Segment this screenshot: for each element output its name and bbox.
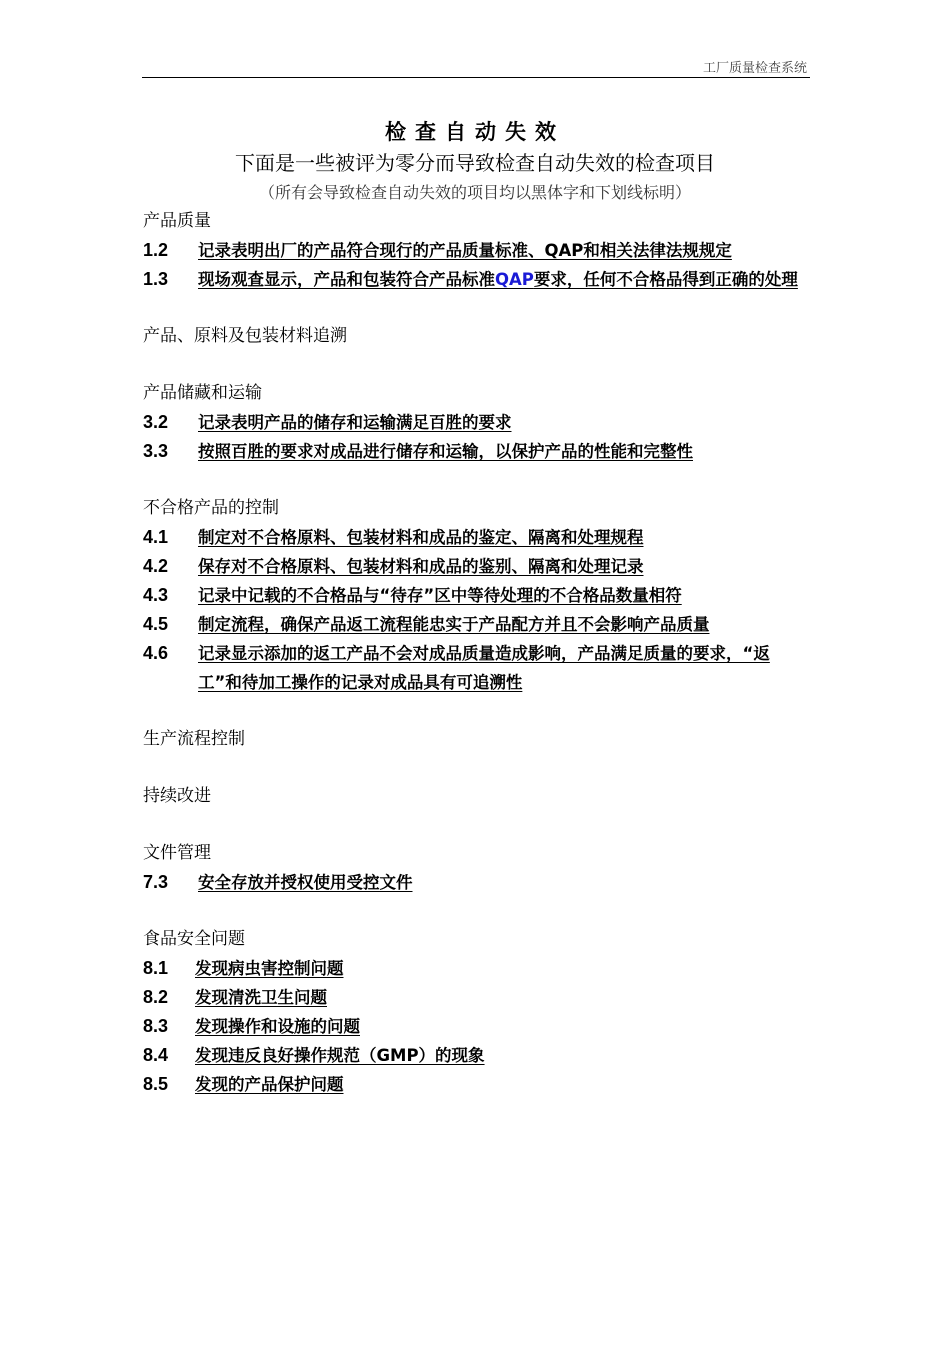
section-product-quality	[143, 207, 813, 294]
section-process-control	[143, 725, 813, 754]
item-text: 发现违反良好操作规范（GMP）的现象	[195, 1046, 485, 1065]
item-text: 记录中记载的不合格品与“待存”区中等待处理的不合格品数量相符	[198, 586, 682, 605]
section-title: 产品储藏和运输	[143, 383, 262, 403]
item-number: 8.4	[143, 1045, 169, 1065]
list-item	[143, 437, 813, 466]
list-item	[143, 954, 813, 983]
item-number: 4.5	[143, 614, 169, 634]
page-title: 检查自动失效	[385, 120, 565, 144]
item-number: 7.3	[143, 872, 169, 892]
list-item	[143, 639, 813, 697]
item-text: 发现清洗卫生问题	[195, 988, 327, 1007]
list-item	[143, 1012, 813, 1041]
section-continuous-improvement	[143, 782, 813, 811]
item-text: 发现的产品保护问题	[195, 1075, 344, 1094]
list-item	[143, 1041, 813, 1070]
item-number: 1.2	[143, 240, 169, 260]
page-note: （所有会导致检查自动失效的项目均以黑体字和下划线标明）	[258, 183, 691, 202]
list-item	[143, 265, 813, 294]
section-title: 文件管理	[143, 843, 211, 863]
section-title: 生产流程控制	[143, 729, 245, 749]
list-item	[143, 552, 813, 581]
item-text: 记录显示添加的返工产品不会对成品质量造成影响，产品满足质量的要求，“返工”和待加工操作的记录对成品具有可追溯性	[198, 644, 770, 692]
section-title: 持续改进	[143, 786, 211, 806]
item-text: 记录表明产品的储存和运输满足百胜的要求	[198, 413, 512, 432]
item-text: 发现病虫害控制问题	[195, 959, 344, 978]
item-number: 4.1	[143, 527, 169, 547]
item-text: 记录表明出厂的产品符合现行的产品质量标准、QAP和相关法律法规规定	[198, 241, 732, 260]
item-number: 4.2	[143, 556, 169, 576]
section-title: 产品、原料及包装材料追溯	[143, 326, 347, 346]
list-item	[143, 523, 813, 552]
section-title: 食品安全问题	[143, 929, 245, 949]
item-number: 8.3	[143, 1016, 169, 1036]
header-rule	[142, 77, 810, 78]
section-title: 产品质量	[143, 211, 211, 231]
item-number: 8.2	[143, 987, 169, 1007]
section-storage-transport	[143, 379, 813, 466]
item-text-part: 现场观查显示，产品和包装符合产品标准	[198, 270, 495, 289]
item-number: 3.2	[143, 412, 169, 432]
item-text: 保存对不合格原料、包装材料和成品的鉴别、隔离和处理记录	[198, 557, 644, 576]
item-number: 1.3	[143, 269, 169, 289]
page-subtitle: 下面是一些被评为零分而导致检查自动失效的检查项目	[235, 151, 715, 175]
section-traceability	[143, 322, 813, 351]
item-text: 发现操作和设施的问题	[195, 1017, 360, 1036]
list-item	[143, 236, 813, 265]
section-document-management	[143, 839, 813, 897]
list-item	[143, 581, 813, 610]
header-system-name: 工厂质量检查系统	[702, 61, 807, 76]
item-text	[198, 265, 813, 294]
item-number: 8.5	[143, 1074, 169, 1094]
item-number: 8.1	[143, 958, 169, 978]
item-text: 制定流程，确保产品返工流程能忠实于产品配方并且不会影响产品质量	[198, 615, 710, 634]
item-text: 安全存放并授权使用受控文件	[198, 873, 413, 892]
section-nonconforming-control	[143, 494, 813, 697]
list-item	[143, 408, 813, 437]
list-item	[143, 1070, 813, 1099]
qap-link[interactable]: QAP	[495, 270, 534, 289]
item-text: 按照百胜的要求对成品进行储存和运输，以保护产品的性能和完整性	[198, 442, 693, 461]
item-number: 4.6	[143, 643, 169, 663]
list-item	[143, 610, 813, 639]
item-number: 3.3	[143, 441, 169, 461]
item-text-part: 要求，任何不合格品得到正确的处理	[533, 270, 798, 289]
item-text: 制定对不合格原料、包装材料和成品的鉴定、隔离和处理规程	[198, 528, 644, 547]
section-title: 不合格产品的控制	[143, 498, 279, 518]
section-food-safety	[143, 925, 813, 1099]
list-item	[143, 868, 813, 897]
item-number: 4.3	[143, 585, 169, 605]
list-item	[143, 983, 813, 1012]
document-content	[143, 207, 813, 1099]
